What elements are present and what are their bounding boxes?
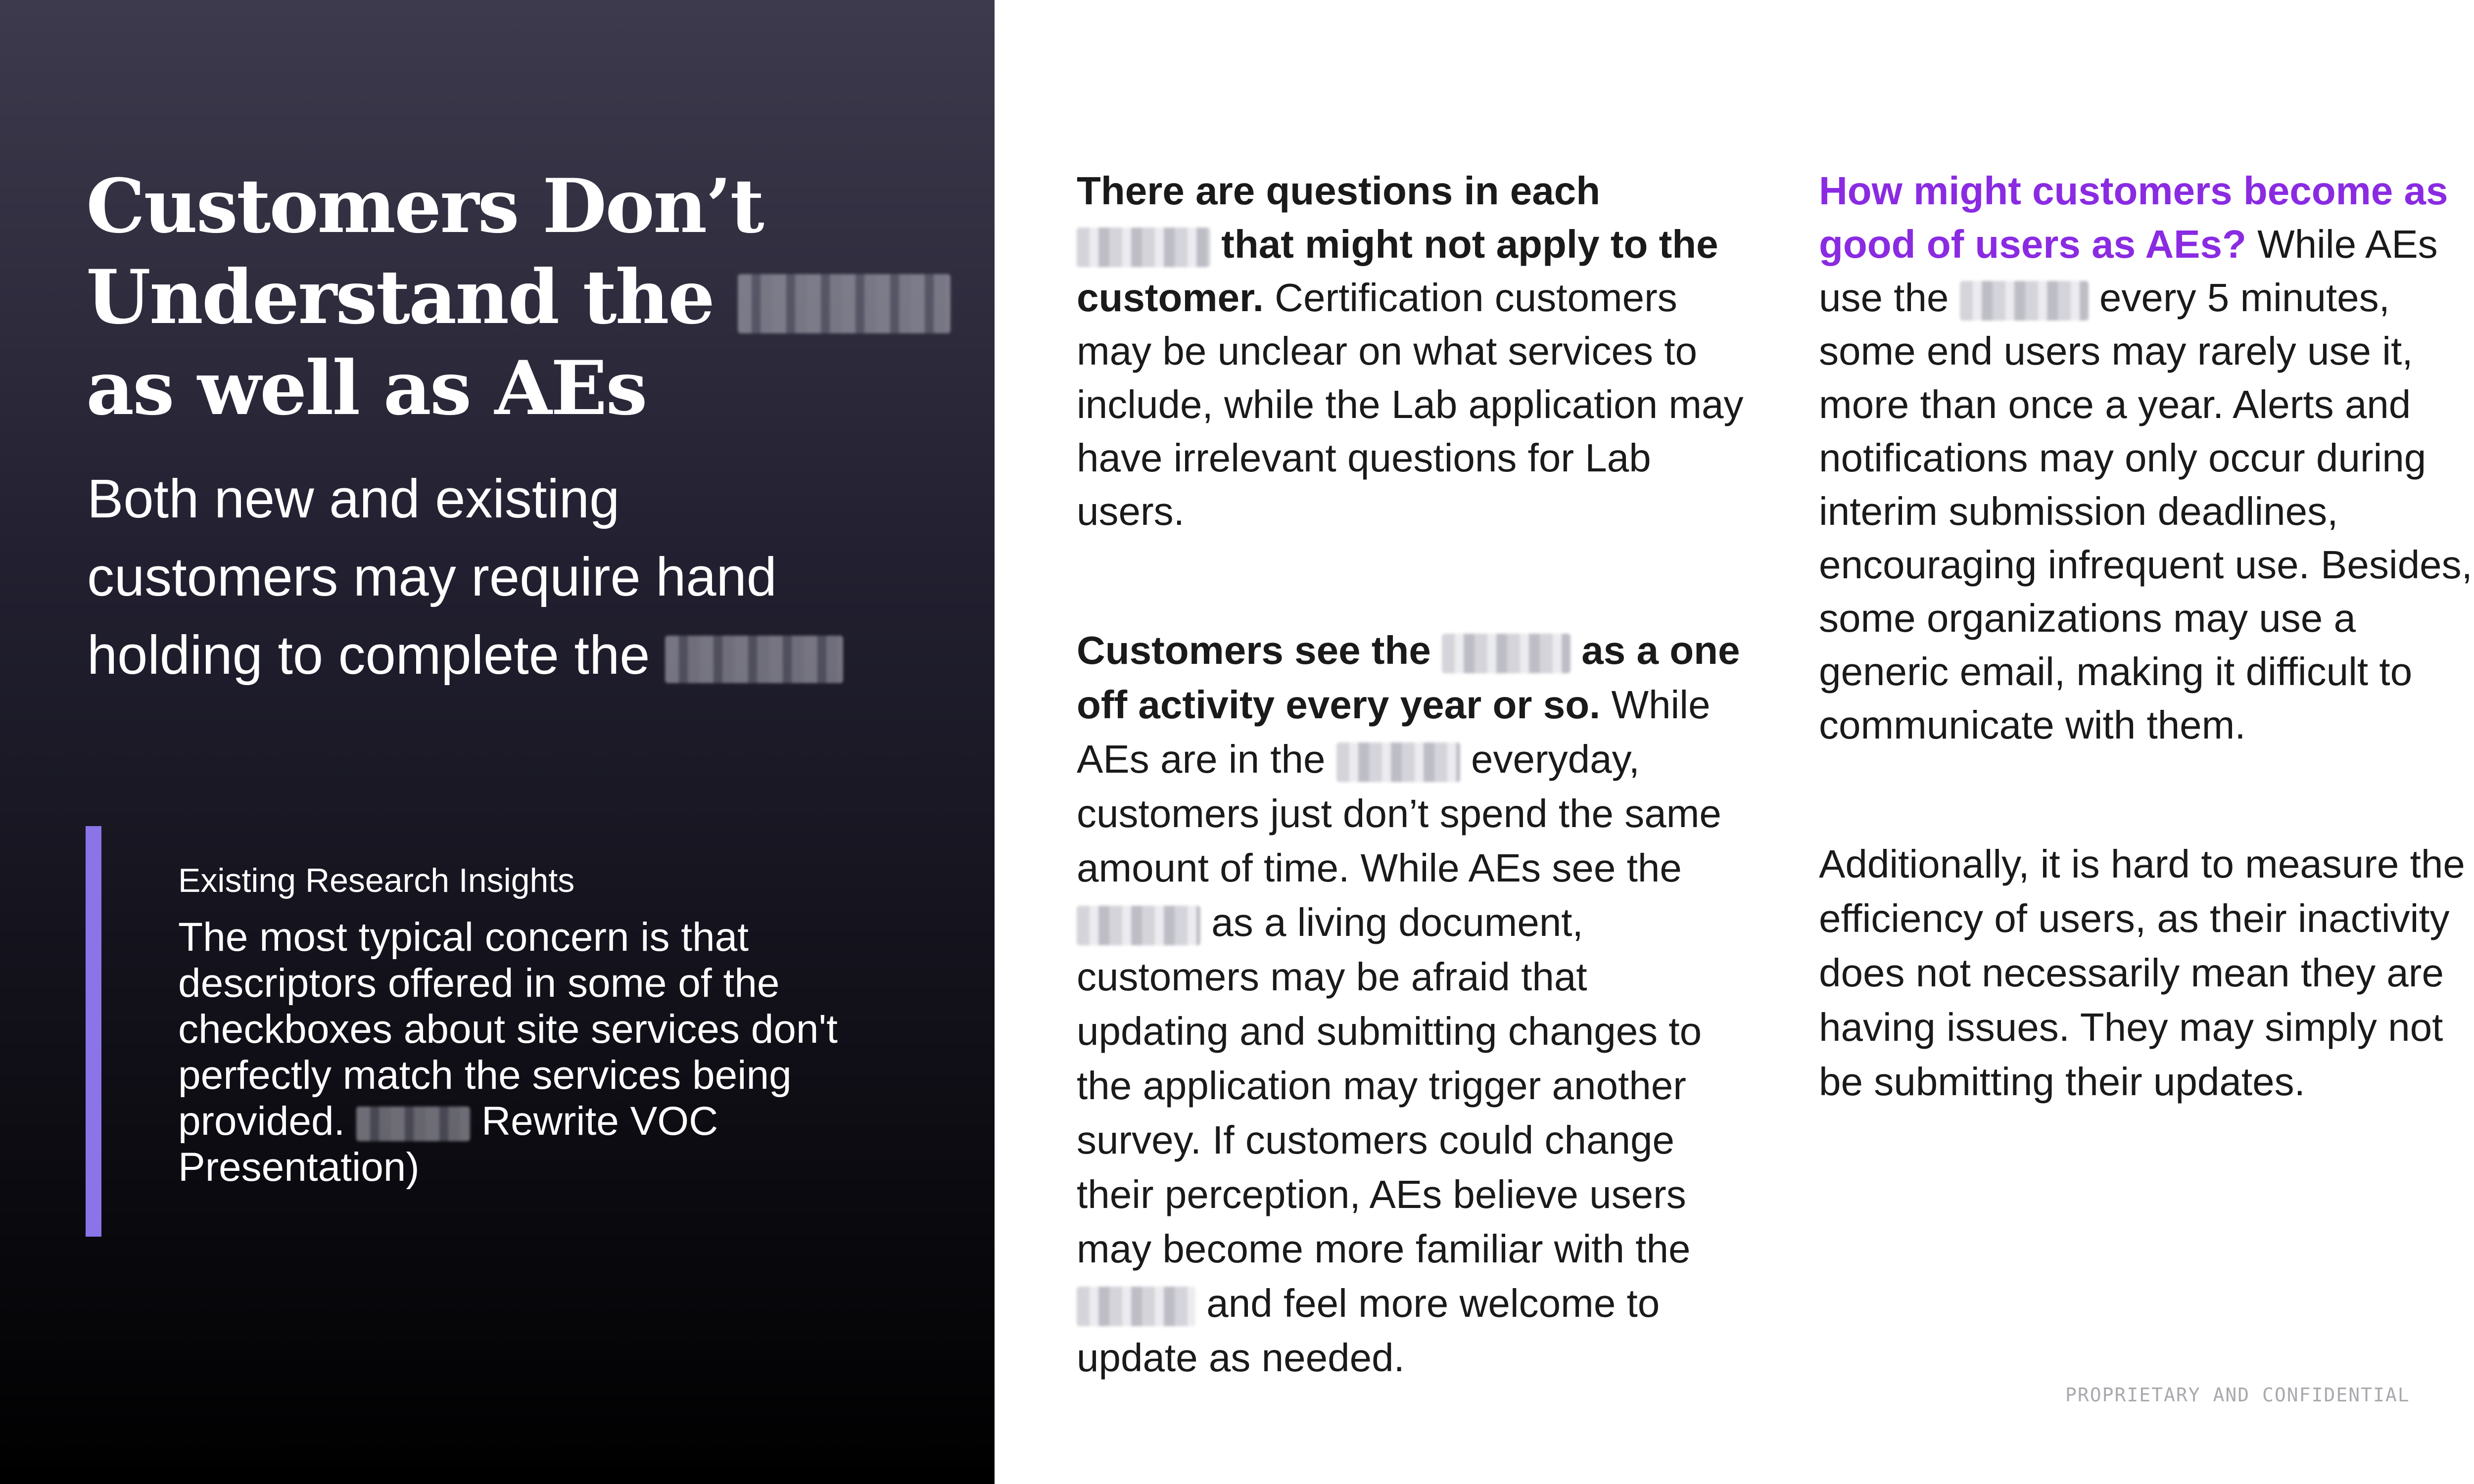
bold-lead-a: Customers see the [1077,628,1431,672]
paragraph-body-c: as a living document, customers may be afraid that updating and submitting changes to the application may trigger another survey. If customers could change their perception, AEs believe users may become more familiar with the [1077,900,1702,1271]
slide-subtitle [87,460,968,695]
title-line-1: Customers Don’t [86,163,763,250]
paragraph-body: Additionally, it is hard to measure the efficiency of users, as their inactivity does not necessarily mean they are having issues. They may simply not be submitting their updates. [1819,842,2465,1104]
insight-text [178,914,871,1190]
quote-accent-bar [86,826,101,1237]
insight-label: Existing Research Insights [178,862,575,899]
redacted-text [1442,634,1570,673]
redacted-text [1077,906,1200,945]
redacted-text [1077,1287,1195,1326]
paragraph-questions [1077,164,1745,538]
content-column-2 [1819,164,2474,1109]
subtitle-line-1: Both new and existing [87,468,620,529]
paragraph-body-d: and feel more welcome to update as needed. [1077,1281,1660,1380]
title-line-3: as well as AEs [86,345,646,432]
paragraph-how-might [1819,164,2474,752]
content-column-1 [1077,164,1745,1385]
paragraph-efficiency [1819,837,2474,1109]
redacted-text [1077,228,1210,267]
paragraph-body-b: everyday, customers just don’t spend the same amount of time. While AEs see the [1077,737,1721,890]
redacted-text [665,636,843,683]
subtitle-line-3: holding to complete the [87,625,650,686]
redacted-text [356,1107,470,1141]
how-might-question: How might customers become as good of users as AEs? [1819,169,2448,266]
bold-lead-b: as a one off activity every year or so. [1077,628,1740,727]
bold-lead-a: There are questions in each [1077,169,1601,213]
confidential-footer: PROPRIETARY AND CONFIDENTIAL [2065,1384,2410,1406]
paragraph-body-a: While AEs use the [1819,222,2438,320]
paragraph-body-a: While AEs are in the [1077,683,1711,781]
redacted-text [1960,281,2089,321]
paragraph-one-off [1077,623,1745,1385]
title-line-2: Understand the [86,254,714,341]
insight-text-main: The most typical concern is that descriptors offered in some of the checkboxes about site services don't perfectly match the services being provided. [178,915,838,1144]
bold-lead-b: that might not apply to the customer. [1077,222,1718,320]
slide-title [86,161,977,434]
redacted-text [738,274,951,333]
insight-text-source: Rewrite VOC Presentation) [178,1099,718,1190]
subtitle-line-2: customers may require hand [87,547,777,607]
paragraph-body: Certification customers may be unclear on what services to include, while the Lab application may have irrelevant questions for Lab users. [1077,276,1744,533]
paragraph-body-b: every 5 minutes, some end users may rarely use it, more than once a year. Alerts and notifications may only occur during interim submission deadlines, encouraging infrequent use. Besides, some organizations may use a generic email, making it difficult to communicate with them. [1819,276,2473,747]
redacted-text [1336,742,1460,782]
